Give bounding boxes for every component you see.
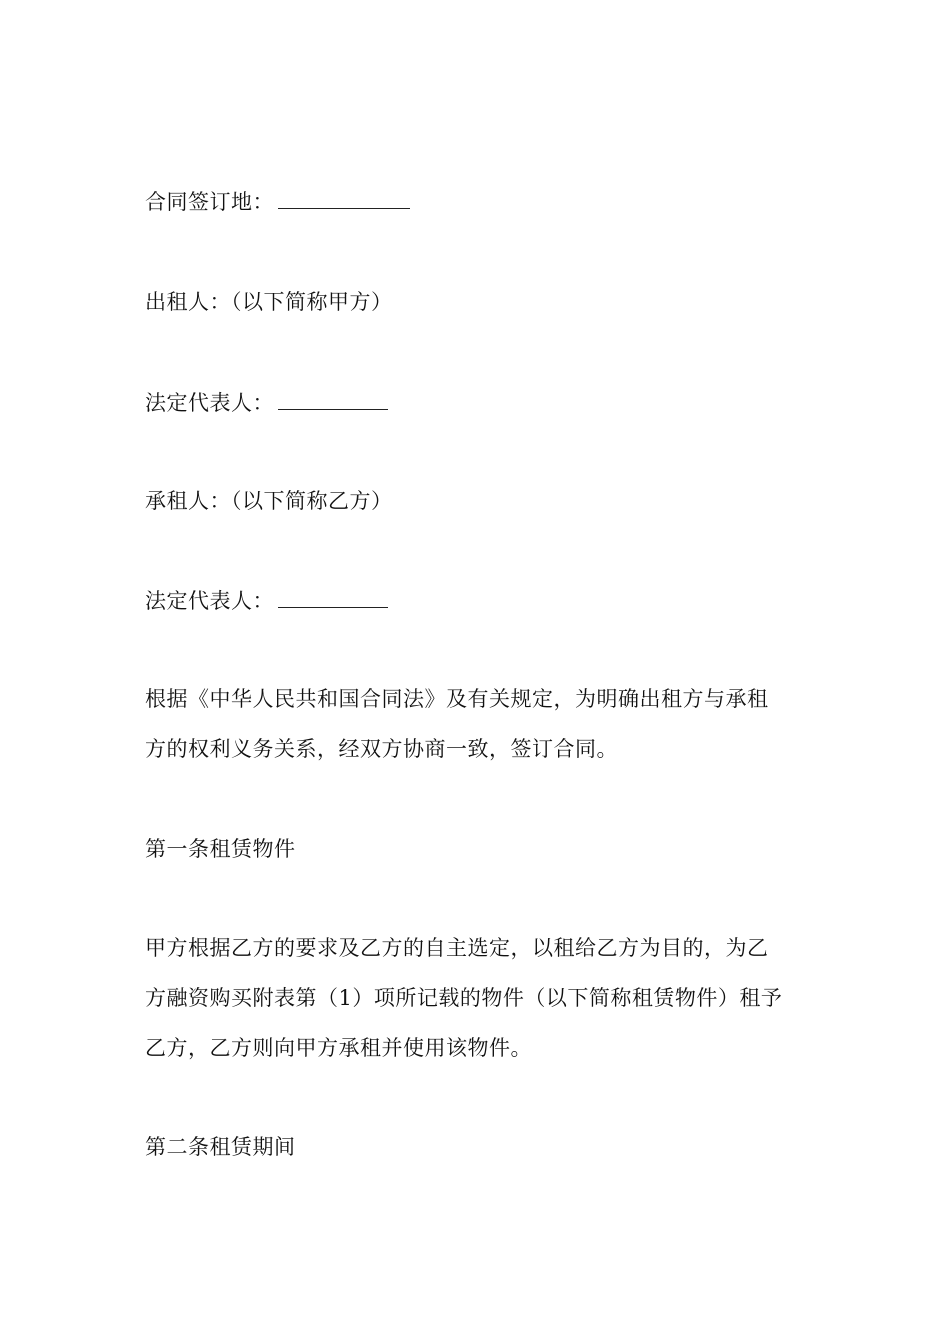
legal-rep-blank-2 [278, 589, 388, 608]
article1-line-2: 方融资购买附表第（1）项所记载的物件（以下简称租赁物件）租予 [145, 986, 783, 1010]
article2-title: 第二条租赁期间 [145, 1135, 296, 1159]
article1-line-1: 甲方根据乙方的要求及乙方的自主选定，以租给乙方为目的，为乙 [145, 936, 769, 960]
lessor-label: 出租人：（以下简称甲方） [145, 290, 393, 314]
legal-rep-blank-1 [278, 391, 388, 410]
preamble-line-2: 方的权利义务关系，经双方协商一致，签订合同。 [145, 737, 618, 761]
signing-place-row [145, 188, 410, 216]
legal-rep-label-2: 法定代表人： [145, 589, 274, 613]
legal-rep-row-1 [145, 389, 388, 417]
legal-rep-label-1: 法定代表人： [145, 391, 274, 415]
lessee-label: 承租人：（以下简称乙方） [145, 489, 393, 513]
article1-line-3: 乙方，乙方则向甲方承租并使用该物件。 [145, 1036, 532, 1060]
article1-title: 第一条租赁物件 [145, 837, 296, 861]
signing-place-label: 合同签订地： [145, 190, 274, 214]
signing-place-blank [278, 190, 410, 209]
legal-rep-row-2 [145, 587, 388, 615]
preamble-line-1: 根据《中华人民共和国合同法》及有关规定，为明确出租方与承租 [145, 687, 769, 711]
